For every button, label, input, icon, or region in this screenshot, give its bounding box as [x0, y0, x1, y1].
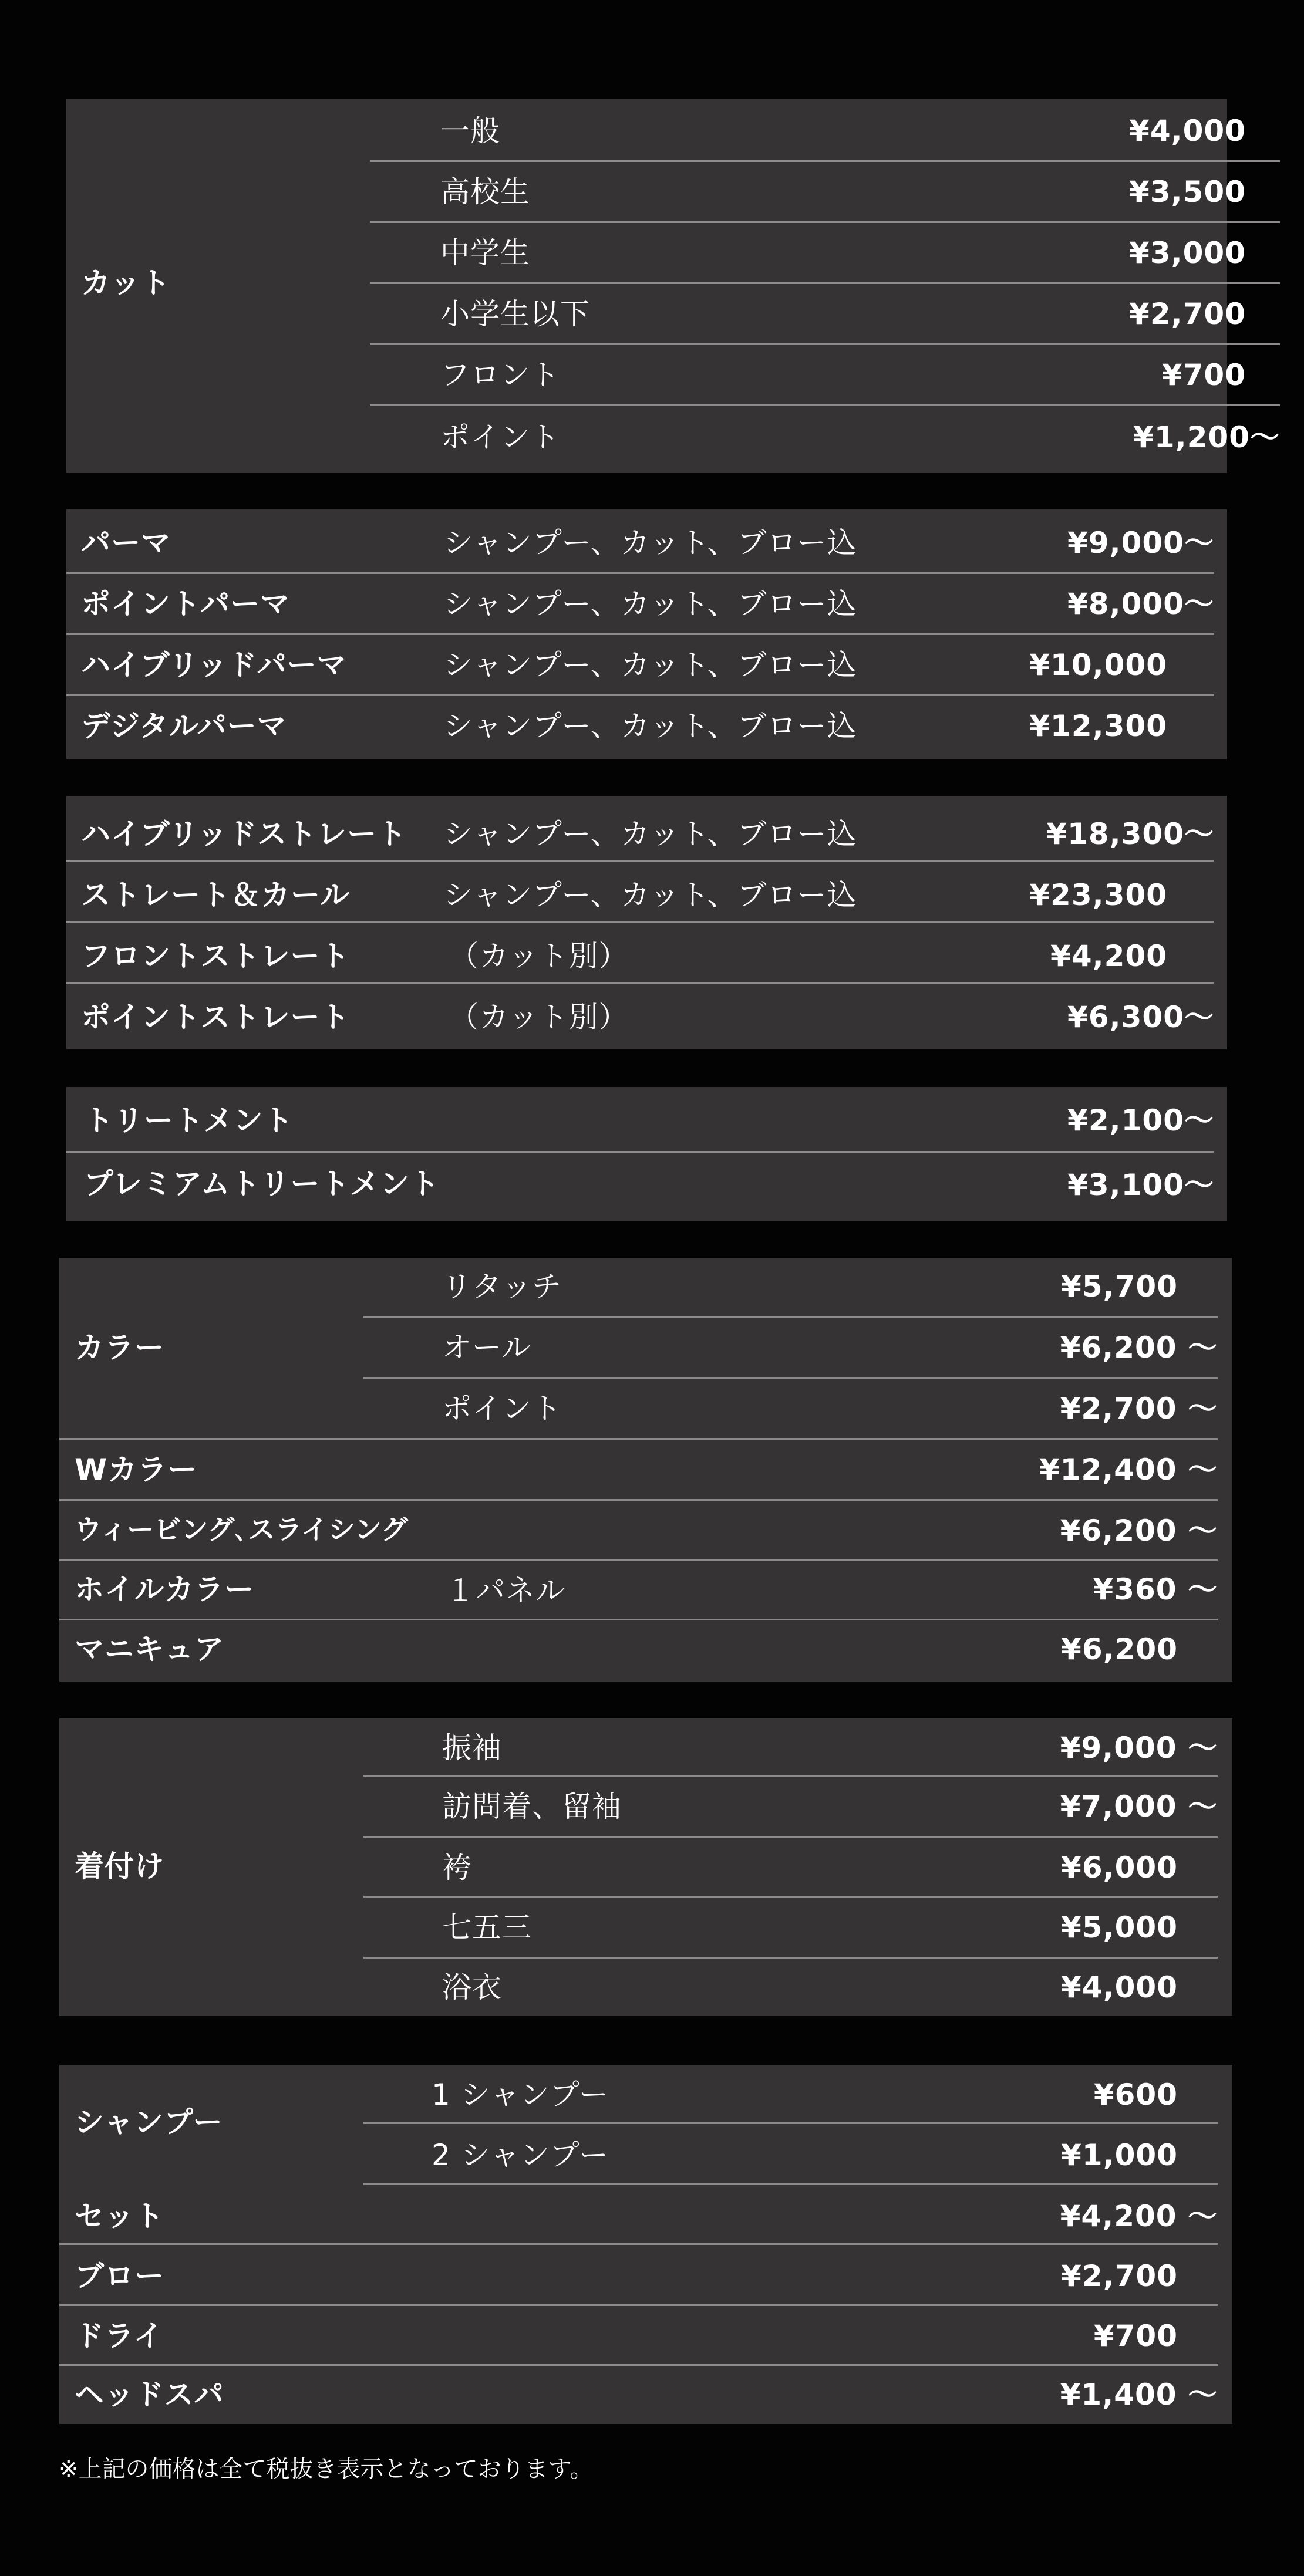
treatment-name: トリートメント — [84, 1103, 294, 1137]
straight-row — [66, 923, 1214, 984]
kitsuke-row — [363, 1718, 1218, 1777]
shampoo-full-row — [59, 2185, 1218, 2245]
kitsuke-item-name: 訪問着、留袖 — [442, 1790, 622, 1824]
shampoo-item-name: 2 シャンプー — [432, 2138, 609, 2172]
cut-row — [370, 284, 1280, 345]
kitsuke-row — [363, 1898, 1218, 1959]
perm-row — [66, 635, 1214, 696]
color-other-name: マニキュア — [75, 1632, 224, 1666]
treatment-name: プレミアムトリートメント — [84, 1167, 440, 1201]
shampoo-other-price: ¥4,200 ～ — [1060, 2199, 1218, 2233]
color-full-row — [59, 1501, 1218, 1561]
shampoo-other-name: ブロー — [75, 2259, 164, 2293]
cut-item-price: ¥700 — [1161, 358, 1246, 392]
cut-item-name: 高校生 — [440, 175, 530, 209]
kitsuke-item-price: ¥5,000 — [1061, 1910, 1178, 1944]
cut-item-name: 小学生以下 — [440, 297, 590, 331]
cut-item-name: フロント — [440, 358, 560, 392]
tax-note: ※上記の価格は全て税抜き表示となっております。 — [59, 2456, 594, 2483]
cut-item-price: ¥3,500 — [1129, 175, 1246, 209]
perm-name: ハイブリッドパーマ — [81, 648, 347, 682]
straight-name: ストレート＆カール — [81, 878, 350, 912]
cut-item-price: ¥3,000 — [1129, 236, 1246, 270]
color-other-price: ¥12,400 ～ — [1039, 1453, 1218, 1487]
straight-price: ¥23,300 — [1029, 878, 1167, 912]
kitsuke-item-name: 袴 — [442, 1851, 472, 1885]
perm-price: ¥9,000～ — [1067, 526, 1214, 560]
treatment-row — [66, 1153, 1214, 1221]
shampoo-item-name: 1 シャンプー — [432, 2078, 609, 2112]
straight-row — [66, 796, 1214, 862]
straight-row — [66, 862, 1214, 923]
color-other-desc: １パネル — [446, 1574, 565, 1608]
cut-item-name: 中学生 — [440, 236, 530, 270]
cut-row — [370, 99, 1280, 162]
straight-desc: （カット別） — [449, 939, 629, 973]
color-item-price: ¥5,700 — [1061, 1270, 1178, 1304]
perm-price: ¥8,000～ — [1067, 587, 1214, 621]
cut-item-price: ¥2,700 — [1129, 297, 1246, 331]
color-item-name: ポイント — [442, 1392, 562, 1426]
cut-item-price: ¥4,000 — [1129, 114, 1246, 148]
perm-name: デジタルパーマ — [81, 709, 287, 743]
kitsuke-row — [363, 1777, 1218, 1838]
color-other-name: ホイルカラー — [75, 1572, 254, 1606]
perm-desc: シャンプー、カット、ブロー込 — [443, 587, 857, 621]
perm-row — [66, 696, 1214, 759]
cut-label: カット — [81, 266, 171, 300]
straight-price: ¥4,200 — [1050, 939, 1167, 973]
straight-name: ポイントストレート — [81, 1000, 351, 1034]
kitsuke-row — [363, 1838, 1218, 1898]
treatment-price: ¥3,100～ — [1067, 1168, 1214, 1202]
straight-desc: シャンプー、カット、ブロー込 — [443, 817, 857, 851]
color-item-price: ¥2,700 ～ — [1060, 1392, 1218, 1426]
kitsuke-item-price: ¥4,000 — [1061, 1970, 1178, 2004]
shampoo-label: シャンプー — [75, 2105, 223, 2139]
perm-price: ¥10,000 — [1029, 648, 1167, 682]
color-other-name: Wカラー — [75, 1453, 198, 1487]
straight-row — [66, 984, 1214, 1049]
treatment-row — [66, 1087, 1214, 1153]
color-full-row — [59, 1620, 1218, 1682]
color-other-price: ¥6,200 — [1061, 1632, 1178, 1666]
color-section — [59, 1258, 1232, 1682]
color-full-row — [59, 1440, 1218, 1501]
shampoo-section — [59, 2065, 1232, 2424]
straight-section — [66, 796, 1227, 1049]
kitsuke-item-name: 浴衣 — [442, 1970, 502, 2004]
color-item-name: オール — [442, 1331, 531, 1365]
kitsuke-item-price: ¥6,000 — [1061, 1851, 1178, 1885]
color-other-name: ウィービング､スライシング — [75, 1514, 408, 1545]
perm-name: パーマ — [81, 526, 171, 560]
shampoo-other-price: ¥1,400 ～ — [1060, 2378, 1218, 2412]
perm-section — [66, 509, 1227, 759]
color-other-price: ¥360 ～ — [1093, 1572, 1218, 1606]
straight-price: ¥18,300～ — [1046, 817, 1214, 851]
color-item-price: ¥6,200 ～ — [1060, 1331, 1218, 1365]
kitsuke-label: 着付け — [75, 1849, 164, 1883]
cut-section — [66, 99, 1280, 473]
shampoo-other-price: ¥700 — [1093, 2319, 1178, 2353]
kitsuke-item-name: 七五三 — [442, 1910, 532, 1944]
straight-desc: （カット別） — [449, 1000, 629, 1034]
color-full-row — [59, 1379, 1218, 1440]
color-sub-row — [363, 1318, 1218, 1379]
shampoo-item-price: ¥600 — [1093, 2078, 1178, 2112]
color-other-price: ¥6,200 ～ — [1060, 1514, 1218, 1548]
shampoo-sub-row — [363, 2124, 1218, 2185]
color-sub-row — [363, 1258, 1218, 1318]
kitsuke-row — [363, 1959, 1218, 2016]
perm-row — [66, 509, 1214, 574]
shampoo-other-name: セット — [75, 2199, 164, 2233]
shampoo-other-name: ヘッドスパ — [75, 2378, 224, 2412]
cut-row — [370, 406, 1280, 473]
straight-name: フロントストレート — [81, 939, 351, 973]
color-label: カラー — [75, 1331, 164, 1365]
cut-row — [370, 345, 1280, 406]
shampoo-full-row — [59, 2306, 1218, 2366]
shampoo-full-row — [59, 2245, 1218, 2306]
shampoo-sub-row — [363, 2065, 1218, 2124]
kitsuke-section — [59, 1718, 1232, 2016]
cut-row — [370, 162, 1280, 223]
treatment-section — [66, 1087, 1227, 1221]
perm-name: ポイントパーマ — [81, 587, 290, 621]
treatment-price: ¥2,100～ — [1067, 1103, 1214, 1137]
perm-desc: シャンプー、カット、ブロー込 — [443, 526, 857, 560]
perm-row — [66, 574, 1214, 635]
perm-desc: シャンプー、カット、ブロー込 — [443, 648, 857, 682]
color-full-row — [59, 1561, 1218, 1620]
kitsuke-item-name: 振袖 — [442, 1731, 502, 1765]
perm-price: ¥12,300 — [1029, 709, 1167, 743]
cut-item-name: ポイント — [440, 420, 560, 454]
shampoo-item-price: ¥1,000 — [1061, 2138, 1178, 2172]
perm-desc: シャンプー、カット、ブロー込 — [443, 709, 857, 743]
color-item-name: リタッチ — [442, 1270, 562, 1304]
cut-item-price: ¥1,200～ — [1133, 420, 1280, 454]
shampoo-full-row — [59, 2366, 1218, 2424]
kitsuke-item-price: ¥7,000 ～ — [1060, 1790, 1218, 1824]
straight-name: ハイブリッドストレート — [81, 817, 407, 851]
shampoo-other-price: ¥2,700 — [1061, 2259, 1178, 2293]
straight-price: ¥6,300～ — [1067, 1000, 1214, 1034]
shampoo-other-name: ドライ — [75, 2319, 164, 2353]
cut-item-name: 一般 — [440, 114, 500, 148]
cut-row — [370, 223, 1280, 284]
straight-desc: シャンプー、カット、ブロー込 — [443, 878, 857, 912]
kitsuke-item-price: ¥9,000 ～ — [1060, 1731, 1218, 1765]
